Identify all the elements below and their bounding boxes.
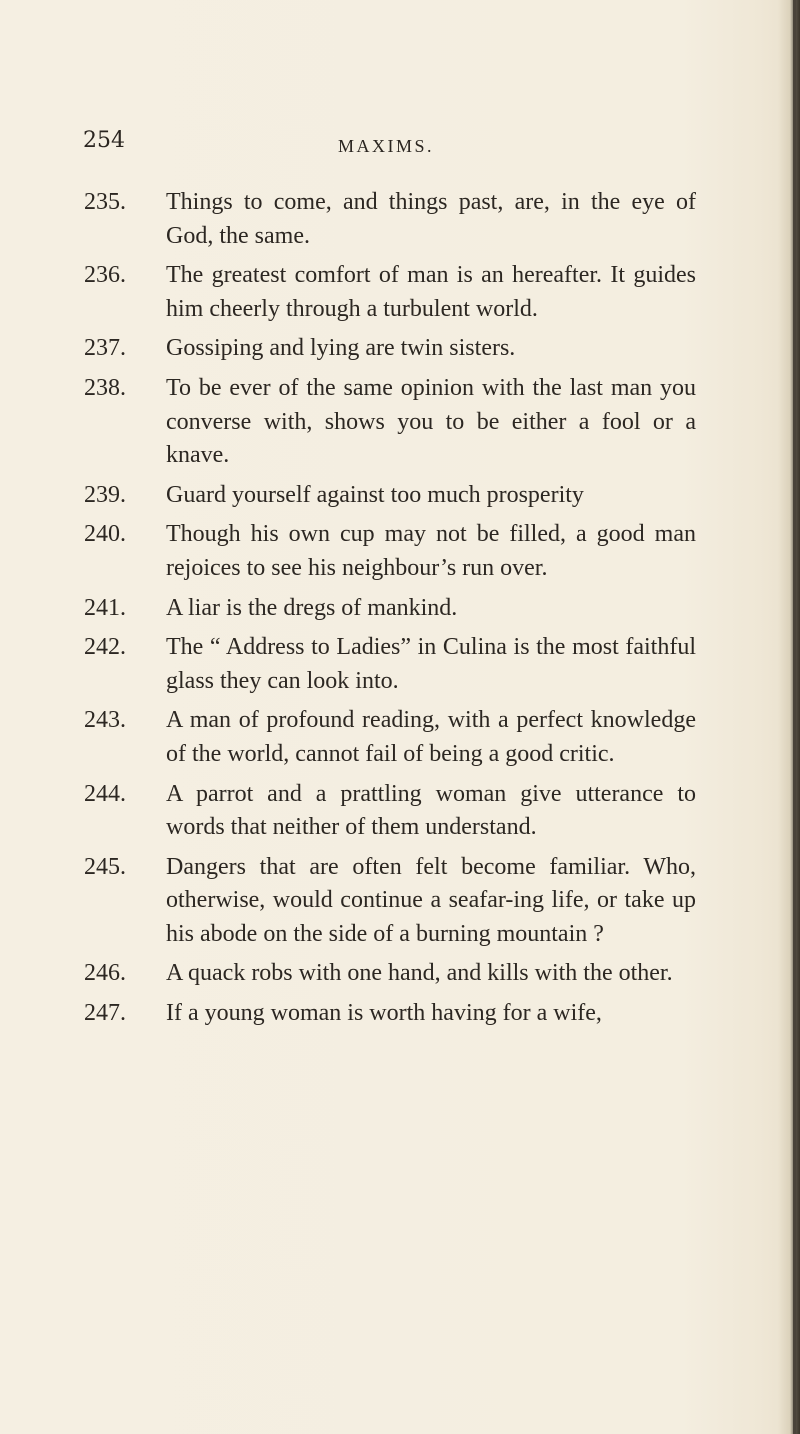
maxim-number: 236. — [84, 262, 126, 289]
page-edge — [793, 0, 796, 1434]
maxim-number: 240. — [84, 521, 126, 548]
maxim-text: Things to come, and things past, are, in the eye of God, the same. — [166, 189, 696, 249]
page-number: 254 — [83, 128, 125, 153]
maxim-item — [84, 518, 696, 585]
running-head: MAXIMS. — [338, 136, 435, 156]
maxim-item — [84, 479, 696, 513]
maxim-item — [84, 997, 696, 1031]
maxim-item — [84, 186, 696, 253]
maxim-number: 241. — [84, 594, 126, 621]
maxim-text: To be ever of the same opinion with the last man you converse with, shows you to be either a fool or a knave. — [166, 374, 696, 469]
maxim-text: Dangers that are often felt become familiar. Who, otherwise, would continue a seafar-ing life, or take up his abode on the side of a burning mountain ? — [166, 853, 696, 947]
maxim-item — [84, 592, 696, 626]
maxim-item — [84, 259, 696, 326]
binding-shadow — [778, 0, 800, 1434]
maxim-text: Though his own cup may not be filled, a good man rejoices to see his neighbour’s run over. — [166, 521, 696, 581]
maxim-number: 244. — [84, 780, 126, 807]
maxim-item — [84, 851, 696, 952]
maxim-item — [84, 704, 696, 771]
maxim-number: 239. — [84, 481, 126, 508]
maxim-number: 247. — [84, 1000, 126, 1027]
maxim-text: A parrot and a prattling woman give utterance to words that neither of them understand. — [166, 780, 696, 841]
maxim-number: 245. — [84, 853, 126, 880]
maxim-item — [84, 778, 696, 845]
maxim-number: 242. — [84, 634, 126, 661]
maxim-text: Gossiping and lying are twin sisters. — [166, 335, 516, 362]
maxim-number: 243. — [84, 707, 126, 734]
page-header — [0, 128, 800, 168]
maxim-number: 235. — [84, 189, 126, 215]
maxim-item — [84, 372, 696, 473]
maxim-text: Guard yourself against too much prosperity — [166, 481, 584, 508]
maxim-text: A quack robs with one hand, and kills with the other. — [166, 960, 673, 987]
maxim-text: If a young woman is worth having for a wife, — [166, 1000, 602, 1027]
maxim-item — [84, 332, 696, 366]
maxim-number: 238. — [84, 374, 126, 401]
maxim-text: The “ Address to Ladies” in Culina is the most faithful glass they can look into. — [166, 634, 696, 694]
maxim-text: A man of profound reading, with a perfect knowledge of the world, cannot fail of being a good critic. — [166, 707, 696, 767]
maxim-text: The greatest comfort of man is an hereafter. It guides him cheerly through a turbulent world. — [166, 262, 696, 322]
maxims-list — [84, 186, 696, 1037]
maxim-number: 237. — [84, 335, 126, 362]
maxim-text: A liar is the dregs of mankind. — [166, 594, 458, 621]
maxim-item — [84, 957, 696, 991]
maxim-number: 246. — [84, 960, 126, 987]
maxim-item — [84, 631, 696, 698]
